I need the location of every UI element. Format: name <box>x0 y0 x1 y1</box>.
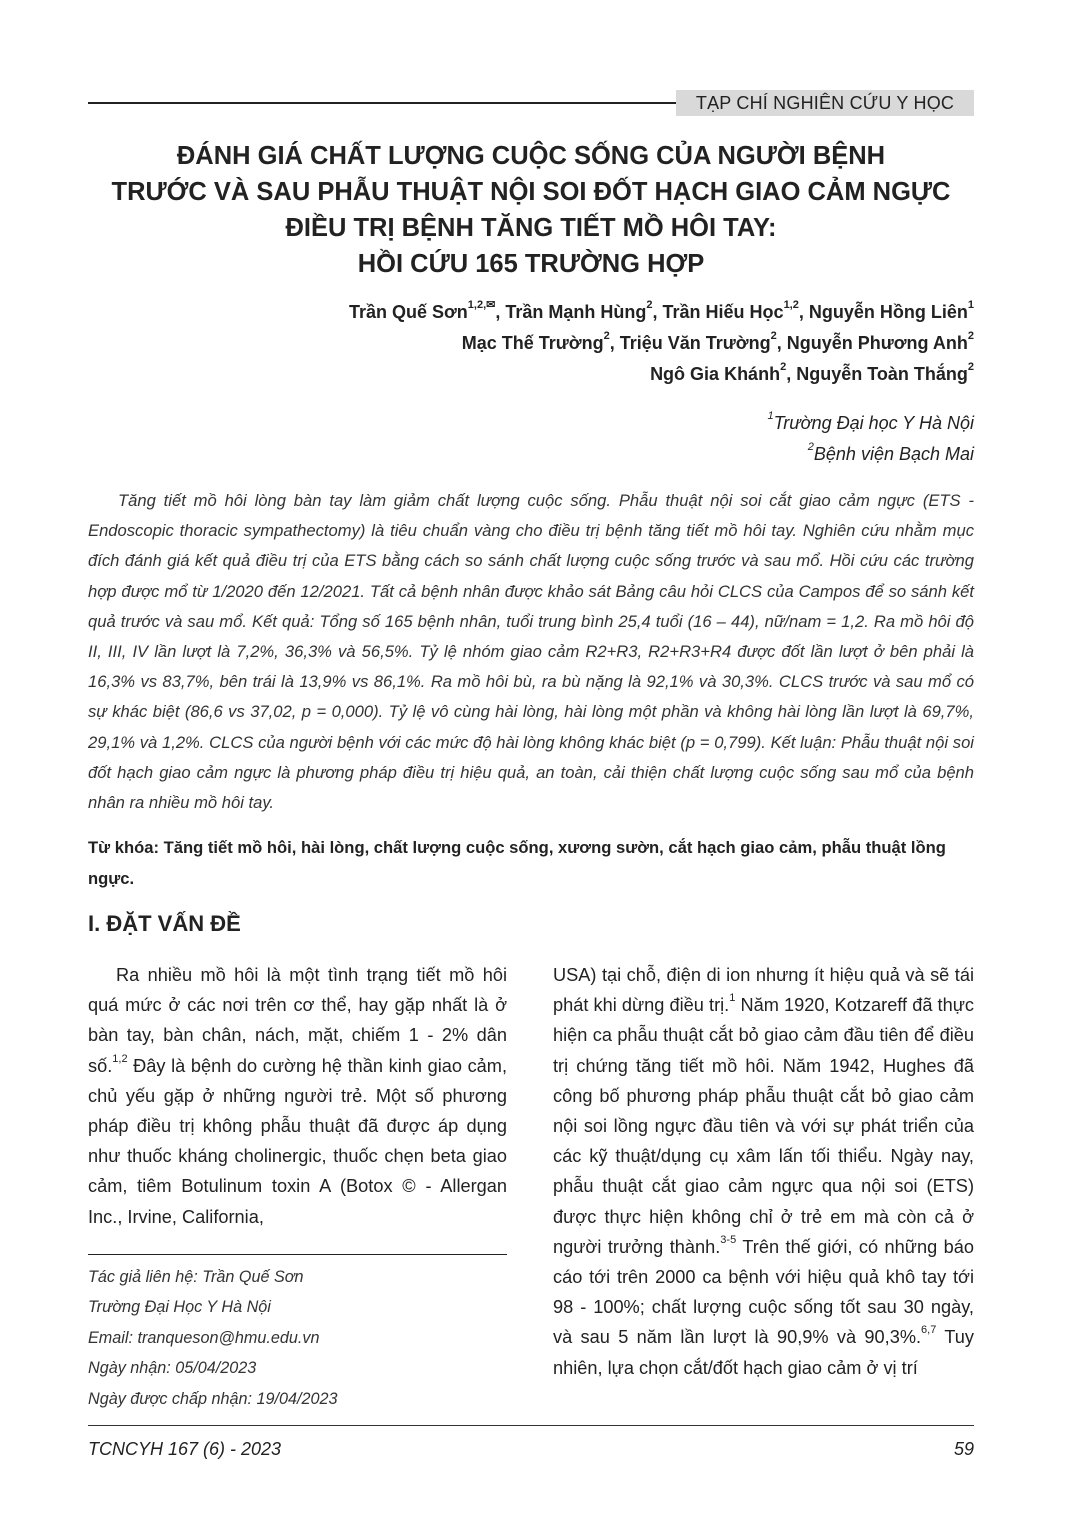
section-heading: I. ĐẶT VẤN ĐỀ <box>88 911 241 936</box>
footer-rule <box>88 1425 974 1426</box>
author-list <box>88 297 974 390</box>
author-name: Mạc Thế Trường <box>461 333 604 353</box>
author-name: Trần Hiếu Học <box>662 302 784 322</box>
author-line: Ngô Gia Khánh$^2$, Nguyễn Toàn Thắng$^2$ <box>650 361 974 384</box>
keywords: Từ khóa: Tăng tiết mồ hôi, hài lòng, chất lượng cuộc sống, xương sườn, cắt hạch giao cảm, phẫu thuật lồng ngực. <box>88 838 946 888</box>
author-name: Trần Mạnh Hùng <box>505 302 647 322</box>
journal-citation: TCNCYH 167 (6) - 2023 <box>88 1439 282 1459</box>
institution: Trường Đại Học Y Hà Nội <box>88 1298 271 1317</box>
author-name: Triệu Văn Trường <box>619 333 771 353</box>
author-affiliation-mark: 2 <box>967 361 974 373</box>
citation-ref: 3-5 <box>720 1233 737 1246</box>
citation-ref: 6,7 <box>921 1324 937 1337</box>
body-column-right: USA) tại chỗ, điện di ion nhưng ít hiệu quả và sẽ tái phát khi dừng điều trị.$^1$ Năm 1920, Kotzareff đã thực hiện ca phẫu thuật cắt bỏ giao cảm đầu tiên để điều trị chứng tăng tiết mồ hôi. Năm 1942, Hughes đã công bố phương pháp phẫu thuật cắt bỏ giao cảm nội soi lồng ngực đầu tiên và với sự phát triển của các kỹ thuật/dụng cụ xâm lấn tối thiểu. Ngày nay, phẫu thuật cắt giao cảm ngực qua nội soi (ETS) được thực hiện không chỉ ở trẻ em mà còn cả ở người trưởng thành.$^{3-5}$ Trên thế giới, có những báo cáo tới trên 2000 ca bệnh với hiệu quả khô tay tới 98 - 100%; chất lượng cuộc sống tốt sau 30 ngày, và sau 5 năm lần lượt là 90,9% và 90,3%.$^{6,7}$ Tuy nhiên, lựa chọn cắt/đốt hạch giao cảm ở vị trí <box>553 965 974 1378</box>
author-line: Trần Quế Sơn$^{1,2,✉}$, Trần Mạnh Hùng$^2$, Trần Hiếu Học$^{1,2}$, Nguyễn Hồng Liên$^1$ <box>348 299 974 322</box>
affiliation-2: $^2$Bệnh viện Bạch Mai <box>807 441 974 464</box>
author-affiliation-mark: 2 <box>603 330 610 342</box>
journal-name: TẠP CHÍ NGHIÊN CỨU Y HỌC <box>676 90 974 116</box>
author-name: Nguyễn Toàn Thắng <box>796 364 968 384</box>
title-line: HỒI CỨU 165 TRƯỜNG HỢP <box>357 250 705 278</box>
author-affiliation-mark: 1,2 <box>783 299 799 311</box>
author-affiliation-mark: 2 <box>780 361 787 373</box>
citation-ref: 1,2 <box>112 1052 128 1065</box>
author-name: Trần Quế Sơn <box>348 302 468 322</box>
author-affiliation-mark: 1,2,✉ <box>467 299 496 311</box>
corresponding-author: Tác giả liên hệ: Trần Quế Sơn <box>88 1268 304 1286</box>
author-name: Nguyễn Hồng Liên <box>808 302 968 322</box>
email: Email: tranqueson@hmu.edu.vn <box>88 1328 320 1347</box>
article-title <box>88 138 974 282</box>
author-affiliation-mark: 2 <box>967 330 974 342</box>
title-line: TRƯỚC VÀ SAU PHẪU THUẬT NỘI SOI ĐỐT HẠCH GIAO CẢM NGỰC <box>111 178 951 206</box>
author-name: Nguyễn Phương Anh <box>786 333 968 353</box>
footnote-rule <box>88 1254 507 1255</box>
author-affiliation-mark: 2 <box>646 299 653 311</box>
author-line: Mạc Thế Trường$^2$, Triệu Văn Trường$^2$, Nguyễn Phương Anh$^2$ <box>461 330 974 353</box>
affiliation-1: $^1$Trường Đại học Y Hà Nội <box>767 410 974 433</box>
citation-ref: 1 <box>729 992 736 1005</box>
author-affiliation-mark: 1 <box>967 299 974 311</box>
affiliations <box>88 408 974 470</box>
footnote <box>88 1262 507 1414</box>
author-name: Ngô Gia Khánh <box>650 364 781 384</box>
title-line: ĐIỀU TRỊ BỆNH TĂNG TIẾT MỒ HÔI TAY: <box>285 214 777 242</box>
accepted-date: Ngày được chấp nhận: 19/04/2023 <box>88 1389 338 1408</box>
received-date: Ngày nhận: 05/04/2023 <box>88 1359 257 1378</box>
body-column-left: Ra nhiều mồ hôi là một tình trạng tiết mồ hôi quá mức ở các nơi trên cơ thể, hay gặp nhất là ở bàn tay, bàn chân, nách, mặt, chiếm 1 - 2% dân số.$^{1,2}$ Đây là bệnh do cường hệ thần kinh giao cảm, chủ yếu gặp ở những người trẻ. Một số phương pháp điều trị không phẫu thuật đã được áp dụng như thuốc kháng cholinergic, thuốc chẹn beta giao cảm, tiêm Botulinum toxin A (Botox © - Allergan Inc., Irvine, California, <box>88 965 507 1227</box>
header-rule <box>88 102 676 104</box>
page-number: 59 <box>953 1439 974 1459</box>
title-line: ĐÁNH GIÁ CHẤT LƯỢNG CUỘC SỐNG CỦA NGƯỜI BỆNH <box>176 142 886 170</box>
author-affiliation-mark: 2 <box>770 330 777 342</box>
abstract: Tăng tiết mồ hôi lòng bàn tay làm giảm chất lượng cuộc sống. Phẫu thuật nội soi cắt giao cảm ngực (ETS - Endoscopic thoracic sympathectomy) là tiêu chuẩn vàng cho điều trị bệnh tăng tiết mồ hôi tay. Nghiên cứu nhằm mục đích đánh giá kết quả điều trị của ETS bằng cách so sánh chất lượng cuộc sống trước và sau mổ. Hồi cứu các trường hợp được mổ từ 1/2020 đến 12/2021. Tất cả bệnh nhân được khảo sát Bảng câu hỏi CLCS của Campos để so sánh kết quả trước và sau mổ. Kết quả: Tổng số 165 bệnh nhân, tuổi trung bình 25,4 tuổi (16 – 44), nữ/nam = 1,2. Ra mồ hôi độ II, III, IV lần lượt là 7,2%, 36,3% và 56,5%. Tỷ lệ nhóm giao cảm R2+R3, R2+R3+R4 được đốt lần lượt ở bên phải là 16,3% vs 83,7%, bên trái là 13,9% vs 86,1%. Ra mồ hôi bù, ra bù nặng là 92,1% và 30,3%. CLCS trước và sau mổ có sự khác biệt (86,6 vs 37,02, p = 0,000). Tỷ lệ vô cùng hài lòng, hài lòng một phần và không hài lòng lần lượt là 69,7%, 29,1% và 1,2%. CLCS của người bệnh với các mức độ hài lòng không khác biệt (p = 0,799). Kết luận: Phẫu thuật nội soi đốt hạch giao cảm ngực là phương pháp điều trị hiệu quả, an toàn, cải thiện chất lượng cuộc sống sau mổ của bệnh nhân ra nhiều mồ hôi tay. <box>88 491 974 813</box>
